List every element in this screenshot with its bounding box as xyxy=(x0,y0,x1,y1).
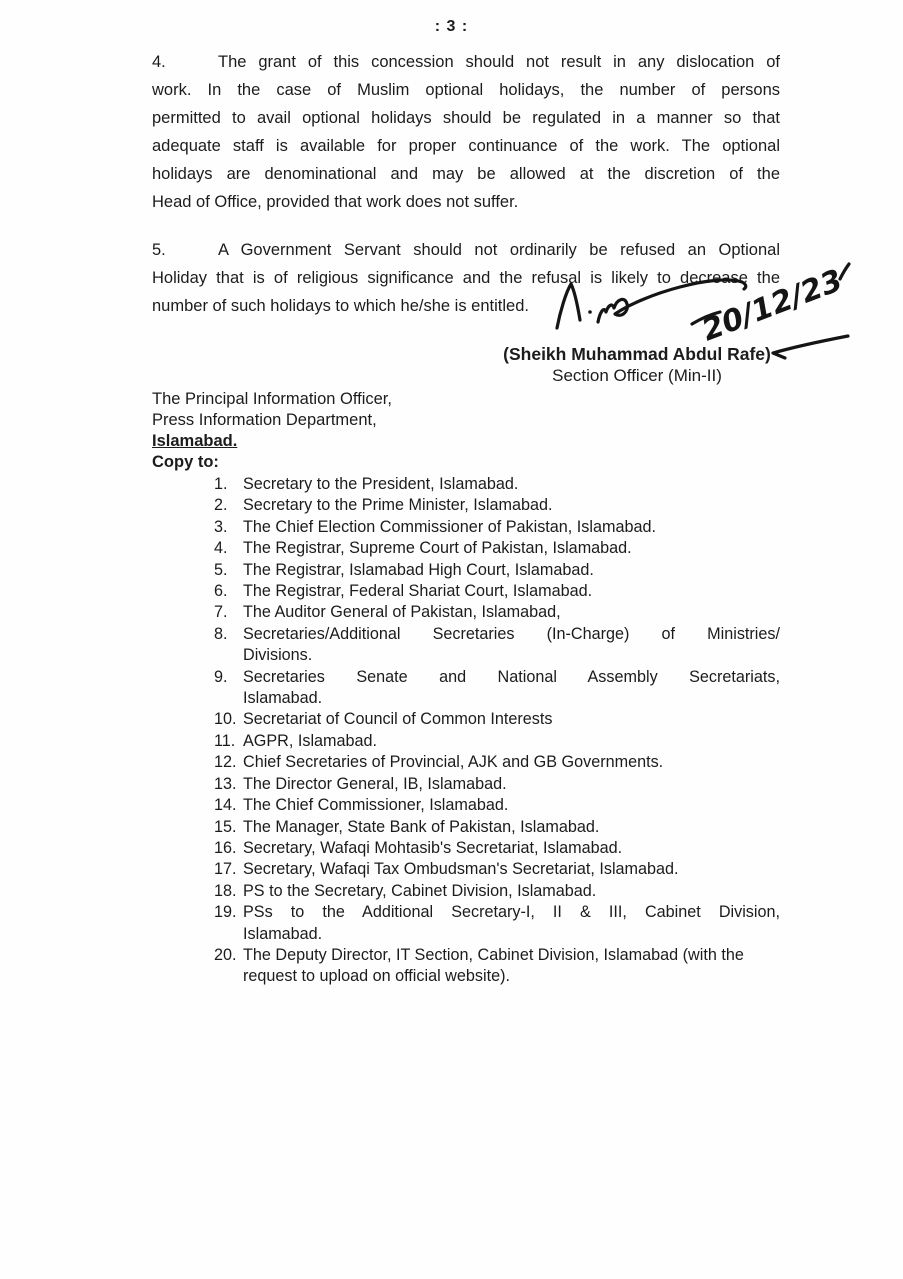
paragraph-text: The grant of this concession should not result in any dislocation of xyxy=(218,53,780,71)
signature-block xyxy=(484,344,790,386)
list-item-text: PSs to the Additional Secretary-I, II & III, Cabinet Division, xyxy=(243,903,780,922)
page-number: : 3 : xyxy=(434,18,469,35)
list-item-number: 16. xyxy=(214,838,237,857)
list-item-number: 9. xyxy=(214,667,228,686)
list-item-number: 17. xyxy=(214,860,237,879)
document-body xyxy=(152,48,780,988)
list-item-text: The Chief Election Commissioner of Pakistan, Islamabad. xyxy=(243,517,656,536)
list-item xyxy=(214,709,780,730)
list-item-text: Islamabad. xyxy=(243,924,323,943)
list-item xyxy=(214,624,780,667)
copy-to-label: Copy to: xyxy=(152,453,219,471)
list-item xyxy=(214,517,780,538)
list-item xyxy=(214,945,780,988)
list-item-text: The Registrar, Federal Shariat Court, Islamabad. xyxy=(243,582,593,601)
list-item-text: Secretary to the President, Islamabad. xyxy=(243,475,519,493)
paragraph-line: permitted to avail optional holidays should be regulated in a manner so that xyxy=(152,109,780,127)
date-tick xyxy=(840,264,849,279)
list-item xyxy=(214,560,780,581)
list-item-text: request to upload on official website). xyxy=(243,967,510,986)
list-item-number: 2. xyxy=(214,496,228,515)
list-item-number: 19. xyxy=(214,903,237,922)
list-item-text: The Director General, IB, Islamabad. xyxy=(243,774,507,793)
list-item-text: Secretary, Wafaqi Mohtasib's Secretariat, Islamabad. xyxy=(243,838,623,857)
list-item-number: 5. xyxy=(214,560,228,579)
list-item-text: The Deputy Director, IT Section, Cabinet Division, Islamabad (with the xyxy=(243,945,744,964)
list-item-text: The Chief Commissioner, Islamabad. xyxy=(243,796,509,815)
list-item xyxy=(214,881,780,902)
list-item-number: 7. xyxy=(214,603,228,622)
list-item-number: 1. xyxy=(214,475,228,493)
list-item-text: Secretaries/Additional Secretaries (In-Charge) of Ministries/ xyxy=(243,624,780,643)
paragraph-line: work. In the case of Muslim optional holidays, the number of persons xyxy=(152,81,780,99)
list-item-text: Divisions. xyxy=(243,646,313,665)
paragraph-line: holidays are denominational and may be allowed at the discretion of the xyxy=(152,165,780,183)
paragraph-5 xyxy=(152,236,780,320)
list-item-text: The Manager, State Bank of Pakistan, Islamabad. xyxy=(243,817,600,836)
list-item xyxy=(214,581,780,602)
list-item xyxy=(214,752,780,773)
list-item-number: 15. xyxy=(214,817,237,836)
list-item-text: Secretariat of Council of Common Interests xyxy=(243,710,553,729)
addressee-city: Islamabad. xyxy=(152,432,238,450)
list-item-number: 11. xyxy=(214,731,236,750)
addressee-line: The Principal Information Officer, xyxy=(152,390,392,408)
list-item-number: 6. xyxy=(214,582,228,601)
paragraph-line: Holiday that is of religious significance and the refusal is likely to decrease the xyxy=(152,269,780,287)
list-item xyxy=(214,817,780,838)
paragraph-number: 4. xyxy=(152,53,166,71)
list-item-text: Secretary, Wafaqi Tax Ombudsman's Secretariat, Islamabad. xyxy=(243,860,679,879)
list-item-number: 20. xyxy=(214,945,237,964)
list-item-number: 10. xyxy=(214,710,237,729)
list-item-text: PS to the Secretary, Cabinet Division, Islamabad. xyxy=(243,881,597,900)
list-item-number: 18. xyxy=(214,881,237,900)
list-item xyxy=(214,474,780,495)
signatory-name: (Sheikh Muhammad Abdul Rafe) xyxy=(503,344,771,364)
list-item xyxy=(214,602,780,623)
list-item-text: The Registrar, Islamabad High Court, Islamabad. xyxy=(243,560,594,579)
list-item xyxy=(214,731,780,752)
list-item xyxy=(214,774,780,795)
paragraph-line xyxy=(152,48,780,76)
paragraph-text: A Government Servant should not ordinarily be refused an Optional xyxy=(218,241,780,259)
list-item-text: Secretaries Senate and National Assembly Secretariats, xyxy=(243,667,780,686)
handwritten-date: 20/12/23 xyxy=(697,263,848,349)
list-item xyxy=(214,902,780,945)
list-item-text: Chief Secretaries of Provincial, AJK and GB Governments. xyxy=(243,753,664,772)
list-item-text: Islamabad. xyxy=(243,689,323,708)
addressee-block xyxy=(152,389,780,452)
list-item xyxy=(214,859,780,880)
list-item xyxy=(214,538,780,559)
paragraph-4 xyxy=(152,48,780,216)
paragraph-number: 5. xyxy=(152,241,166,259)
list-item-number: 3. xyxy=(214,517,228,536)
addressee-line: Press Information Department, xyxy=(152,411,377,429)
list-item-number: 12. xyxy=(214,753,237,772)
paragraph-line xyxy=(152,236,780,264)
list-item xyxy=(214,838,780,859)
list-item-text: The Auditor General of Pakistan, Islamabad, xyxy=(243,603,561,622)
paragraph-line: Head of Office, provided that work does not suffer. xyxy=(152,193,519,211)
list-item-number: 4. xyxy=(214,539,228,558)
list-item-number: 8. xyxy=(214,624,228,643)
paragraph-line: number of such holidays to which he/she is entitled. xyxy=(152,297,529,315)
list-item-text: The Registrar, Supreme Court of Pakistan, Islamabad. xyxy=(243,539,632,558)
list-item-number: 13. xyxy=(214,774,237,793)
list-item-text: AGPR, Islamabad. xyxy=(243,731,378,750)
list-item xyxy=(214,667,780,710)
signatory-title: Section Officer (Min-II) xyxy=(552,366,722,385)
list-item xyxy=(214,495,780,516)
copy-to-list xyxy=(214,474,780,988)
paragraph-line: adequate staff is available for proper continuance of the work. The optional xyxy=(152,137,780,155)
list-item xyxy=(214,795,780,816)
list-item-text: Secretary to the Prime Minister, Islamabad. xyxy=(243,496,553,515)
list-item-number: 14. xyxy=(214,796,237,815)
